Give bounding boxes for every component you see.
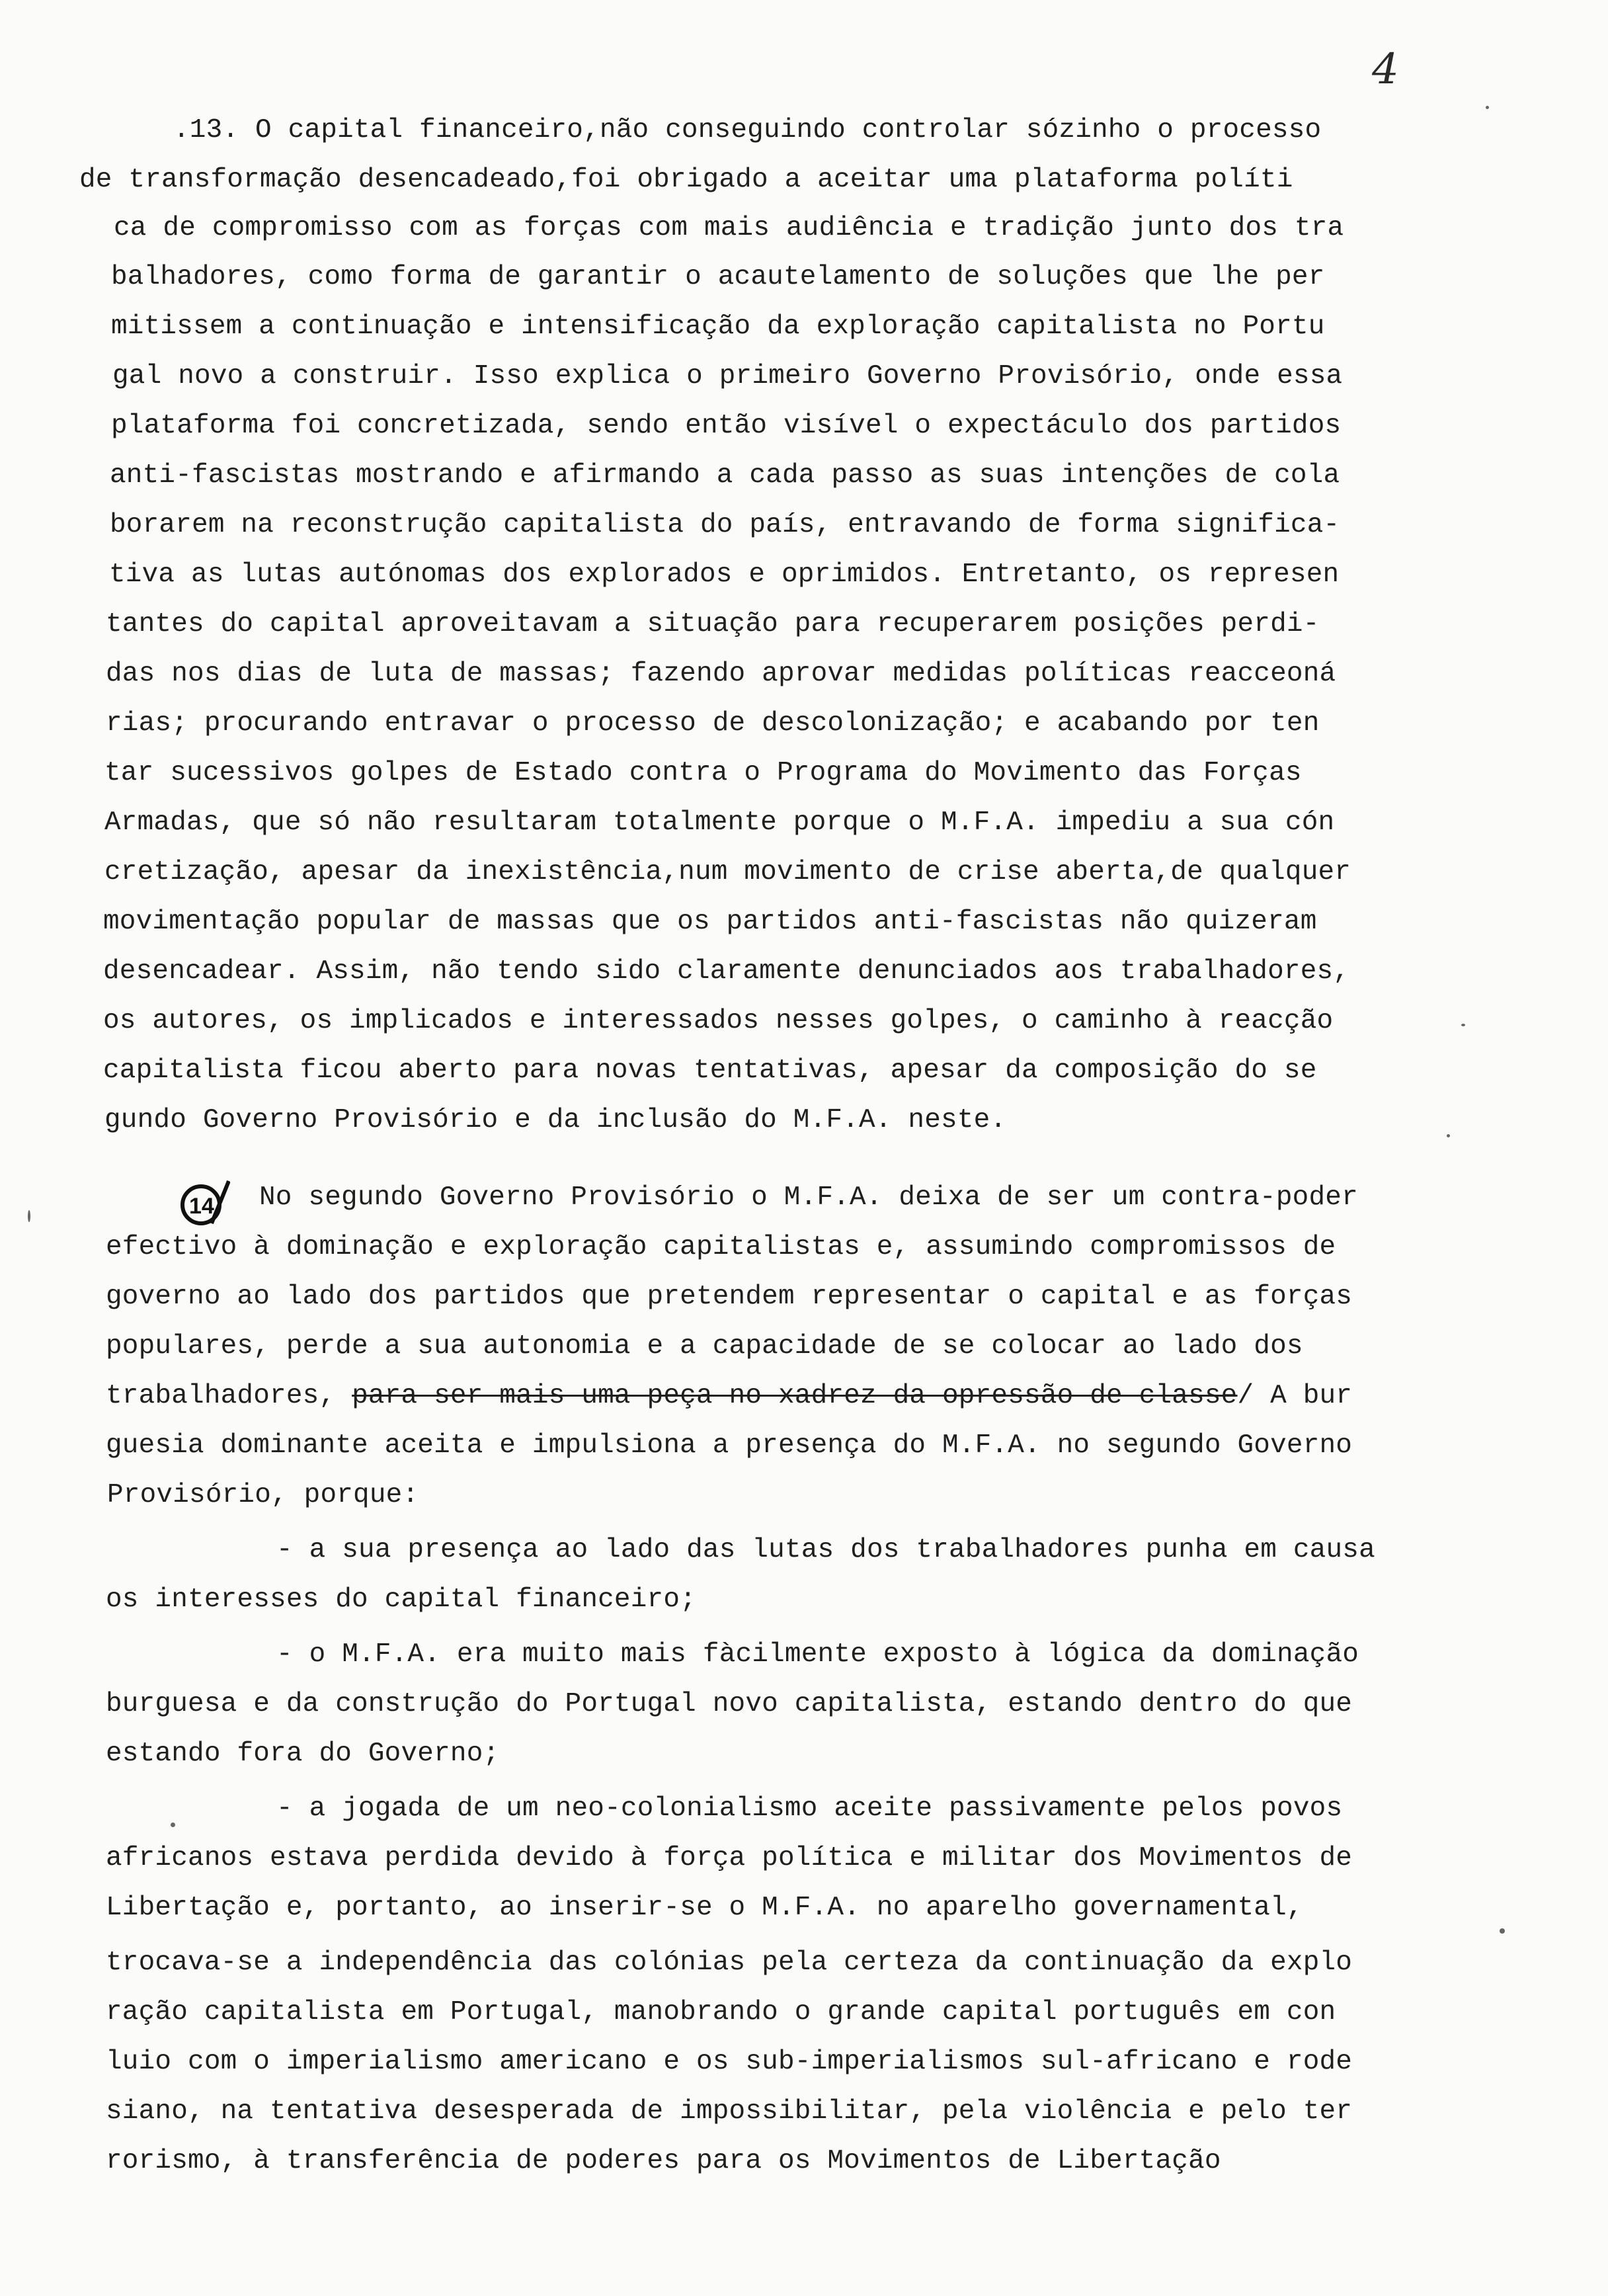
- document-text-line: siano, na tentativa desesperada de impossibilitar, pela violência e pelo ter: [106, 2096, 1353, 2127]
- document-text-line: plataforma foi concretizada, sendo então visível o expectáculo dos partidos: [111, 411, 1342, 441]
- document-text-line: desencadear. Assim, não tendo sido claramente denunciados aos trabalhadores,: [103, 956, 1350, 987]
- document-text-line: luio com o imperialismo americano e os sub-imperialismos sul-africano e rode: [106, 2047, 1353, 2077]
- document-text-line: governo ao lado dos partidos que pretendem representar o capital e as forças: [106, 1282, 1353, 1312]
- document-text-line: africanos estava perdida devido à força política e militar dos Movimentos de: [106, 1843, 1353, 1873]
- struck-out-text: para ser mais uma peça no xadrez da opressão de classe: [352, 1381, 1238, 1411]
- document-text-line: os autores, os implicados e interessados nesses golpes, o caminho à reacção: [103, 1006, 1334, 1036]
- document-text-line: balhadores, como forma de garantir o acautelamento de soluções que lhe per: [111, 262, 1325, 292]
- document-text-line: mitissem a continuação e intensificação da exploração capitalista no Portu: [111, 311, 1325, 342]
- document-text-line: efectivo à dominação e exploração capitalistas e, assumindo compromissos de: [106, 1232, 1336, 1262]
- document-text-line: capitalista ficou aberto para novas tentativas, apesar da composição do se: [103, 1055, 1317, 1086]
- scan-speck: [171, 1823, 175, 1827]
- handwritten-page-number: 4: [1372, 45, 1399, 94]
- handwritten-paragraph-14-mark: [177, 1177, 230, 1230]
- slash-mark: /: [1237, 1381, 1271, 1411]
- scan-speck: [1500, 1928, 1505, 1934]
- document-text-line: de transformação desencadeado,foi obrigado a aceitar uma plataforma políti: [79, 165, 1293, 195]
- document-text-line: anti-fascistas mostrando e afirmando a cada passo as suas intenções de cola: [110, 460, 1340, 491]
- document-text-line: Armadas, que só não resultaram totalmente porque o M.F.A. impediu a sua cón: [104, 807, 1335, 838]
- document-text-line: .13. O capital financeiro,não conseguindo controlar sózinho o processo: [173, 115, 1322, 145]
- document-text-line: - o M.F.A. era muito mais fàcilmente exposto à lógica da dominação: [276, 1639, 1359, 1670]
- document-text-line-with-strikeout: [106, 1378, 1352, 1414]
- document-text-line: - a jogada de um neo-colonialismo aceite passivamente pelos povos: [276, 1793, 1343, 1824]
- document-text-line: rorismo, à transferência de poderes para os Movimentos de Libertação: [106, 2146, 1221, 2176]
- document-text-line: estando fora do Governo;: [106, 1739, 500, 1769]
- document-text-line: tantes do capital aproveitavam a situação para recuperarem posições perdi-: [106, 609, 1320, 639]
- document-text-line: No segundo Governo Provisório o M.F.A. deixa de ser um contra-poder: [259, 1182, 1358, 1213]
- scan-speck: [1447, 1134, 1450, 1137]
- document-text-line: ração capitalista em Portugal, manobrando o grande capital português em con: [106, 1997, 1336, 2028]
- document-text-line: gal novo a construir. Isso explica o primeiro Governo Provisório, onde essa: [112, 361, 1343, 391]
- document-text-line: borarem na reconstrução capitalista do país, entravando de forma significa-: [110, 510, 1340, 540]
- document-text-line: - a sua presença ao lado das lutas dos trabalhadores punha em causa: [276, 1535, 1375, 1565]
- document-text-line: gundo Governo Provisório e da inclusão do M.F.A. neste.: [104, 1105, 1007, 1135]
- scan-speck: [28, 1210, 30, 1222]
- scan-speck: [1486, 106, 1489, 109]
- text-before-strikeout: trabalhadores,: [106, 1381, 352, 1411]
- text-after-strikeout: A bur: [1270, 1381, 1353, 1411]
- document-text-line: guesia dominante aceita e impulsiona a presença do M.F.A. no segundo Governo: [106, 1430, 1353, 1461]
- paragraph-number: 14: [189, 1194, 214, 1219]
- document-text-line: burguesa e da construção do Portugal novo capitalista, estando dentro do que: [106, 1689, 1353, 1719]
- document-text-line: movimentação popular de massas que os partidos anti-fascistas não quizeram: [103, 907, 1317, 937]
- document-text-line: rias; procurando entravar o processo de descolonização; e acabando por ten: [106, 708, 1320, 739]
- scan-speck: [1461, 1024, 1465, 1026]
- document-text-line: Provisório, porque:: [107, 1480, 419, 1510]
- document-text-line: tar sucessivos golpes de Estado contra o Programa do Movimento das Forças: [104, 758, 1302, 788]
- document-text-line: cretização, apesar da inexistência,num movimento de crise aberta,de qualquer: [104, 857, 1351, 887]
- document-text-line: populares, perde a sua autonomia e a capacidade de se colocar ao lado dos: [106, 1331, 1303, 1362]
- document-text-line: Libertação e, portanto, ao inserir-se o M.F.A. no aparelho governamental,: [106, 1893, 1303, 1923]
- document-text-line: das nos dias de luta de massas; fazendo aprovar medidas políticas reacceoná: [106, 659, 1336, 689]
- document-text-line: tiva as lutas autónomas dos explorados e oprimidos. Entretanto, os represen: [109, 559, 1340, 590]
- document-text-line: ca de compromisso com as forças com mais audiência e tradição junto dos tra: [114, 213, 1344, 243]
- document-text-line: os interesses do capital financeiro;: [106, 1584, 696, 1615]
- document-text-line: trocava-se a independência das colónias pela certeza da continuação da explo: [106, 1948, 1353, 1978]
